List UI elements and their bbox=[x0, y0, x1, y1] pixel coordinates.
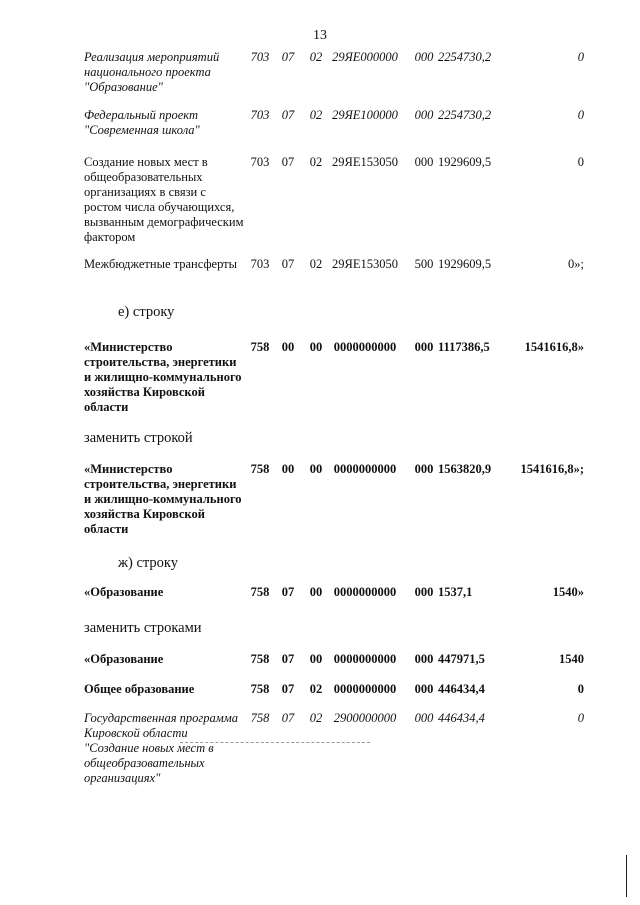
code-subsection: 00 bbox=[309, 652, 323, 666]
code-ministry: 703 bbox=[250, 108, 270, 122]
code-subsection: 00 bbox=[309, 585, 323, 599]
code-section: 00 bbox=[281, 340, 295, 354]
code-subsection: 00 bbox=[309, 462, 323, 476]
code-target: 29ЯЕ000000 bbox=[332, 50, 398, 64]
amount-2020: 1563820,9 bbox=[438, 462, 492, 476]
page-number: 13 bbox=[313, 28, 327, 43]
amount-2020: 446434,4 bbox=[438, 711, 485, 725]
margin-mark bbox=[626, 855, 627, 897]
code-section: 00 bbox=[281, 462, 295, 476]
code-ministry: 758 bbox=[250, 652, 270, 666]
code-section: 07 bbox=[281, 50, 295, 64]
amount-2020: 1929609,5 bbox=[438, 155, 492, 169]
code-ministry: 758 bbox=[250, 682, 270, 696]
code-subsection: 02 bbox=[309, 711, 323, 725]
code-ministry: 703 bbox=[250, 50, 270, 64]
amount-2020: 1117386,5 bbox=[438, 340, 490, 354]
code-subsection: 02 bbox=[309, 108, 323, 122]
amount-2021: 0 bbox=[577, 155, 584, 169]
code-section: 07 bbox=[281, 682, 295, 696]
row-name: Реализация мероприятий национального проекта "Образование" bbox=[84, 50, 220, 94]
code-ministry: 758 bbox=[250, 340, 270, 354]
row-name: Создание новых мест в общеобразовательных организациях в связи с ростом числа обучающихся, вызванным демографическим фактором bbox=[84, 155, 244, 244]
row-name: Государственная программа Кировской области "Создание новых мест в общеобразовательных организациях" bbox=[84, 711, 238, 785]
amount-2020: 1537,1 bbox=[438, 585, 473, 599]
code-ministry: 758 bbox=[250, 711, 270, 725]
instruction-text: е) строку bbox=[118, 304, 175, 320]
instruction-text: заменить строкой bbox=[84, 430, 193, 446]
instruction-text: заменить строками bbox=[84, 620, 202, 636]
code-target: 2900000000 bbox=[333, 711, 397, 725]
amount-2021: 0 bbox=[577, 108, 584, 122]
code-ministry: 758 bbox=[250, 462, 270, 476]
code-section: 07 bbox=[281, 108, 295, 122]
row-name: «Министерство строительства, энергетики и жилищно-коммунального хозяйства Кировской области bbox=[84, 340, 242, 414]
instruction-text: ж) строку bbox=[118, 555, 179, 571]
amount-2020: 1929609,5 bbox=[438, 257, 492, 271]
code-subsection: 02 bbox=[309, 155, 323, 169]
row-name: Федеральный проект "Современная школа" bbox=[84, 108, 200, 137]
code-expense: 000 bbox=[414, 711, 434, 725]
code-target: 0000000000 bbox=[333, 585, 397, 599]
row-name: «Образование bbox=[84, 652, 164, 666]
amount-2021: 0 bbox=[577, 711, 584, 725]
row-name: «Министерство строительства, энергетики и жилищно-коммунального хозяйства Кировской области bbox=[84, 462, 242, 536]
code-target: 29ЯЕ100000 bbox=[332, 108, 398, 122]
code-target: 0000000000 bbox=[333, 340, 397, 354]
code-expense: 000 bbox=[414, 585, 434, 599]
code-target: 29ЯЕ153050 bbox=[332, 257, 398, 271]
code-subsection: 02 bbox=[309, 50, 323, 64]
amount-2020: 2254730,2 bbox=[438, 108, 492, 122]
scan-artifact bbox=[180, 742, 370, 744]
code-expense: 000 bbox=[414, 340, 434, 354]
code-ministry: 703 bbox=[250, 155, 270, 169]
code-expense: 000 bbox=[414, 462, 434, 476]
code-target: 0000000000 bbox=[333, 682, 397, 696]
code-ministry: 758 bbox=[250, 585, 270, 599]
code-section: 07 bbox=[281, 652, 295, 666]
row-name: Общее образование bbox=[84, 682, 195, 696]
amount-2021: 0 bbox=[577, 682, 584, 696]
code-expense: 500 bbox=[414, 257, 434, 271]
code-expense: 000 bbox=[414, 682, 434, 696]
code-expense: 000 bbox=[414, 50, 434, 64]
amount-2020: 447971,5 bbox=[438, 652, 485, 666]
code-section: 07 bbox=[281, 155, 295, 169]
amount-2020: 446434,4 bbox=[438, 682, 485, 696]
code-subsection: 02 bbox=[309, 257, 323, 271]
amount-2021: 1540» bbox=[552, 585, 584, 599]
row-name: «Образование bbox=[84, 585, 164, 599]
code-section: 07 bbox=[281, 585, 295, 599]
code-subsection: 00 bbox=[309, 340, 323, 354]
code-target: 29ЯЕ153050 bbox=[332, 155, 398, 169]
code-expense: 000 bbox=[414, 155, 434, 169]
amount-2021: 0»; bbox=[568, 257, 584, 271]
amount-2021: 1540 bbox=[559, 652, 584, 666]
amount-2021: 0 bbox=[577, 50, 584, 64]
code-target: 0000000000 bbox=[333, 462, 397, 476]
row-name: Межбюджетные трансферты bbox=[84, 257, 238, 271]
code-section: 07 bbox=[281, 257, 295, 271]
code-expense: 000 bbox=[414, 652, 434, 666]
code-ministry: 703 bbox=[250, 257, 270, 271]
amount-2020: 2254730,2 bbox=[438, 50, 492, 64]
code-target: 0000000000 bbox=[333, 652, 397, 666]
amount-2021: 1541616,8»; bbox=[520, 462, 584, 476]
code-section: 07 bbox=[281, 711, 295, 725]
code-expense: 000 bbox=[414, 108, 434, 122]
code-subsection: 02 bbox=[309, 682, 323, 696]
amount-2021: 1541616,8» bbox=[524, 340, 584, 354]
